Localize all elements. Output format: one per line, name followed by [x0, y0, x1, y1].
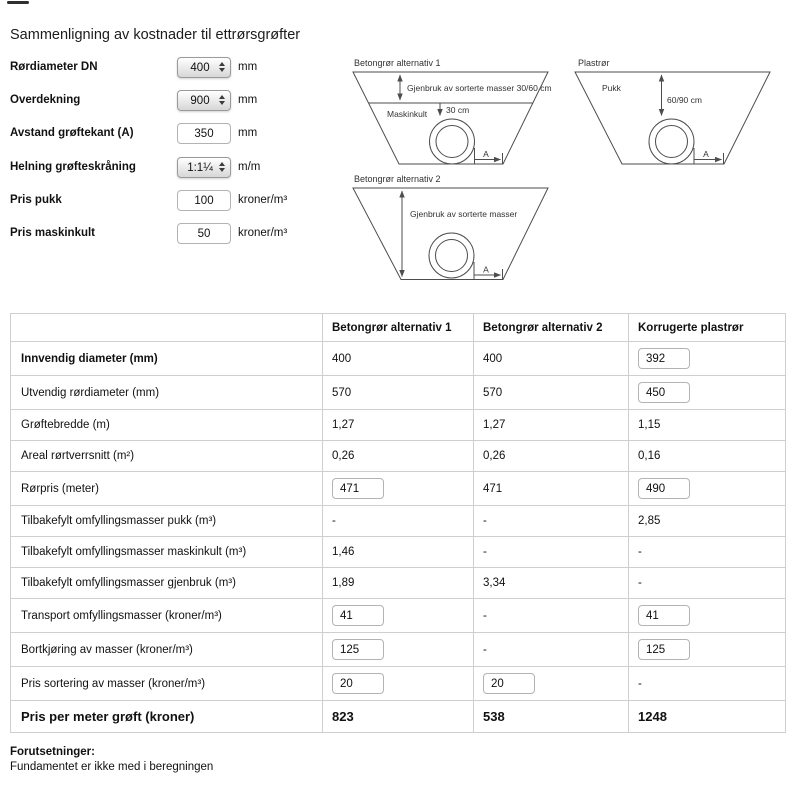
col-header-korrugerte-plastror: Korrugerte plastrør [629, 314, 786, 342]
pris-pukk-unit: kroner/m³ [238, 194, 288, 206]
diagram-alt1-top-layer-label: Gjenbruk av sorterte masser 30/60 cm [407, 83, 552, 93]
cell-value: - [638, 577, 642, 589]
row-label: Grøftebredde (m) [11, 410, 323, 441]
diagram-alt1-depth-label: 30 cm [446, 105, 470, 115]
cell-value: 0,26 [483, 450, 506, 462]
diagram-alt2-a-label: A [483, 264, 489, 275]
helning-label: Helning grøfteskråning [10, 161, 136, 173]
parameters-form [10, 0, 340, 260]
diagram-alt1-bottom-layer-label: Maskinkult [387, 109, 428, 119]
overdekning-unit: mm [238, 94, 258, 106]
cell-value: 400 [483, 352, 503, 365]
input-bortkjoring-alt1[interactable] [332, 639, 384, 660]
pris-pukk-label: Pris pukk [10, 194, 62, 206]
table-row [11, 599, 786, 633]
cell-value: 0,26 [332, 450, 355, 462]
overdekning-select-value: 900 [190, 94, 210, 107]
cell-value: 400 [332, 352, 352, 365]
input-transport-alt1[interactable] [332, 605, 384, 626]
form-row-helning [10, 157, 330, 179]
pris-maskinkult-label: Pris maskinkult [10, 227, 96, 239]
table-row [11, 376, 786, 410]
input-sortering-alt1[interactable] [332, 673, 384, 694]
cell-value: 570 [332, 386, 352, 399]
stepper-icon [219, 62, 225, 72]
row-label: Bortkjøring av masser (kroner/m³) [11, 633, 323, 667]
rordiameter-select[interactable] [177, 57, 231, 78]
cell-value: 570 [483, 386, 503, 399]
diagram-alt2 [353, 188, 548, 280]
table-row [11, 568, 786, 599]
cell-value: - [483, 609, 487, 622]
cell-value: 0,16 [638, 450, 661, 462]
row-label: Transport omfyllingsmasser (kroner/m³) [11, 599, 323, 633]
helning-select-value: 1:1¼ [187, 161, 213, 174]
row-label: Tilbakefylt omfyllingsmasser maskinkult (m³) [11, 537, 323, 568]
row-label: Utvendig rørdiameter (mm) [11, 376, 323, 410]
col-header-betongror-alt1: Betongrør alternativ 1 [323, 314, 474, 342]
trench-diagrams [340, 40, 800, 305]
diagram-alt2-layer-label: Gjenbruk av sorterte masser [410, 209, 518, 219]
diagram-plastror-layer-label: Pukk [602, 83, 621, 93]
input-sortering-alt2[interactable] [483, 673, 535, 694]
pris-maskinkult-unit: kroner/m³ [238, 227, 288, 239]
table-row [11, 506, 786, 537]
avstand-unit: mm [238, 127, 258, 139]
cell-value: - [483, 515, 487, 527]
table-total-row [11, 701, 786, 733]
assumptions-note: Fundamentet er ikke med i beregningen [10, 761, 214, 773]
diagram-alt1-a-label: A [483, 149, 489, 159]
cell-value: - [332, 515, 336, 527]
cell-value: 1,46 [332, 546, 355, 558]
table-row [11, 472, 786, 506]
cell-value: 1,27 [483, 419, 506, 431]
table-row [11, 342, 786, 376]
input-rorpris-alt1[interactable] [332, 478, 384, 499]
row-label: Innvendig diameter (mm) [11, 342, 323, 376]
rordiameter-select-value: 400 [190, 61, 210, 74]
total-value: 538 [483, 709, 505, 724]
form-row-overdekning [10, 90, 330, 112]
diagram-plastror-a-label: A [703, 149, 709, 159]
cell-value: 3,34 [483, 577, 506, 589]
cell-value: 1,15 [638, 419, 661, 431]
total-value: 823 [332, 709, 354, 724]
cell-value: 471 [483, 482, 503, 495]
table-row [11, 633, 786, 667]
input-utvendig-plastror[interactable] [638, 382, 690, 403]
table-header-row [11, 314, 786, 342]
form-row-pris-pukk [10, 190, 330, 212]
rordiameter-label: Rørdiameter DN [10, 61, 98, 73]
input-transport-plastror[interactable] [638, 605, 690, 626]
pipe-inner-circle [436, 240, 468, 272]
row-label: Rørpris (meter) [11, 472, 323, 506]
col-header-betongror-alt2: Betongrør alternativ 2 [474, 314, 629, 342]
cell-value: - [638, 677, 642, 690]
helning-select[interactable] [177, 157, 231, 178]
cell-value: - [483, 643, 487, 656]
avstand-label: Avstand grøftekant (A) [10, 127, 134, 139]
input-bortkjoring-plastror[interactable] [638, 639, 690, 660]
stepper-icon [219, 95, 225, 105]
cell-value: - [483, 546, 487, 558]
row-label: Areal rørtverrsnitt (m²) [11, 441, 323, 472]
pris-maskinkult-input[interactable] [177, 223, 231, 244]
helning-unit: m/m [238, 161, 261, 173]
table-row [11, 441, 786, 472]
row-label: Tilbakefylt omfyllingsmasser pukk (m³) [11, 506, 323, 537]
pipe-inner-circle [656, 126, 688, 158]
pris-pukk-input[interactable] [177, 190, 231, 211]
cell-value: 1,89 [332, 577, 355, 589]
diagram-plastror-title: Plastrør [578, 58, 610, 68]
stepper-icon [219, 162, 225, 172]
diagram-plastror-depth-label: 60/90 cm [667, 95, 702, 105]
total-value: 1248 [638, 709, 667, 724]
input-innvendig-plastror[interactable] [638, 348, 690, 369]
form-row-rordiameter [10, 57, 330, 79]
assumptions-footer [10, 746, 213, 773]
pipe-inner-circle [436, 126, 468, 158]
cell-value: - [638, 546, 642, 558]
page-title: Sammenligning av kostnader til ettrørsgrøfter [10, 27, 301, 43]
avstand-input[interactable] [177, 123, 231, 144]
col-header-empty [11, 314, 323, 342]
cell-value: 1,27 [332, 419, 355, 431]
form-row-pris-maskinkult [10, 223, 330, 245]
row-label: Pris sortering av masser (kroner/m³) [11, 667, 323, 701]
rordiameter-unit: mm [238, 61, 258, 73]
comparison-table [10, 313, 786, 733]
diagram-alt2-title: Betongrør alternativ 2 [354, 174, 441, 184]
overdekning-label: Overdekning [10, 94, 81, 106]
assumptions-heading: Forutsetninger: [10, 746, 95, 758]
input-rorpris-plastror[interactable] [638, 478, 690, 499]
form-row-avstand [10, 123, 330, 145]
row-label-total: Pris per meter grøft (kroner) [11, 701, 323, 733]
overdekning-select[interactable] [177, 90, 231, 111]
table-row [11, 667, 786, 701]
table-row [11, 410, 786, 441]
cell-value: 2,85 [638, 515, 661, 527]
table-row [11, 537, 786, 568]
row-label: Tilbakefylt omfyllingsmasser gjenbruk (m³) [11, 568, 323, 599]
diagram-alt1-title: Betongrør alternativ 1 [354, 58, 441, 68]
